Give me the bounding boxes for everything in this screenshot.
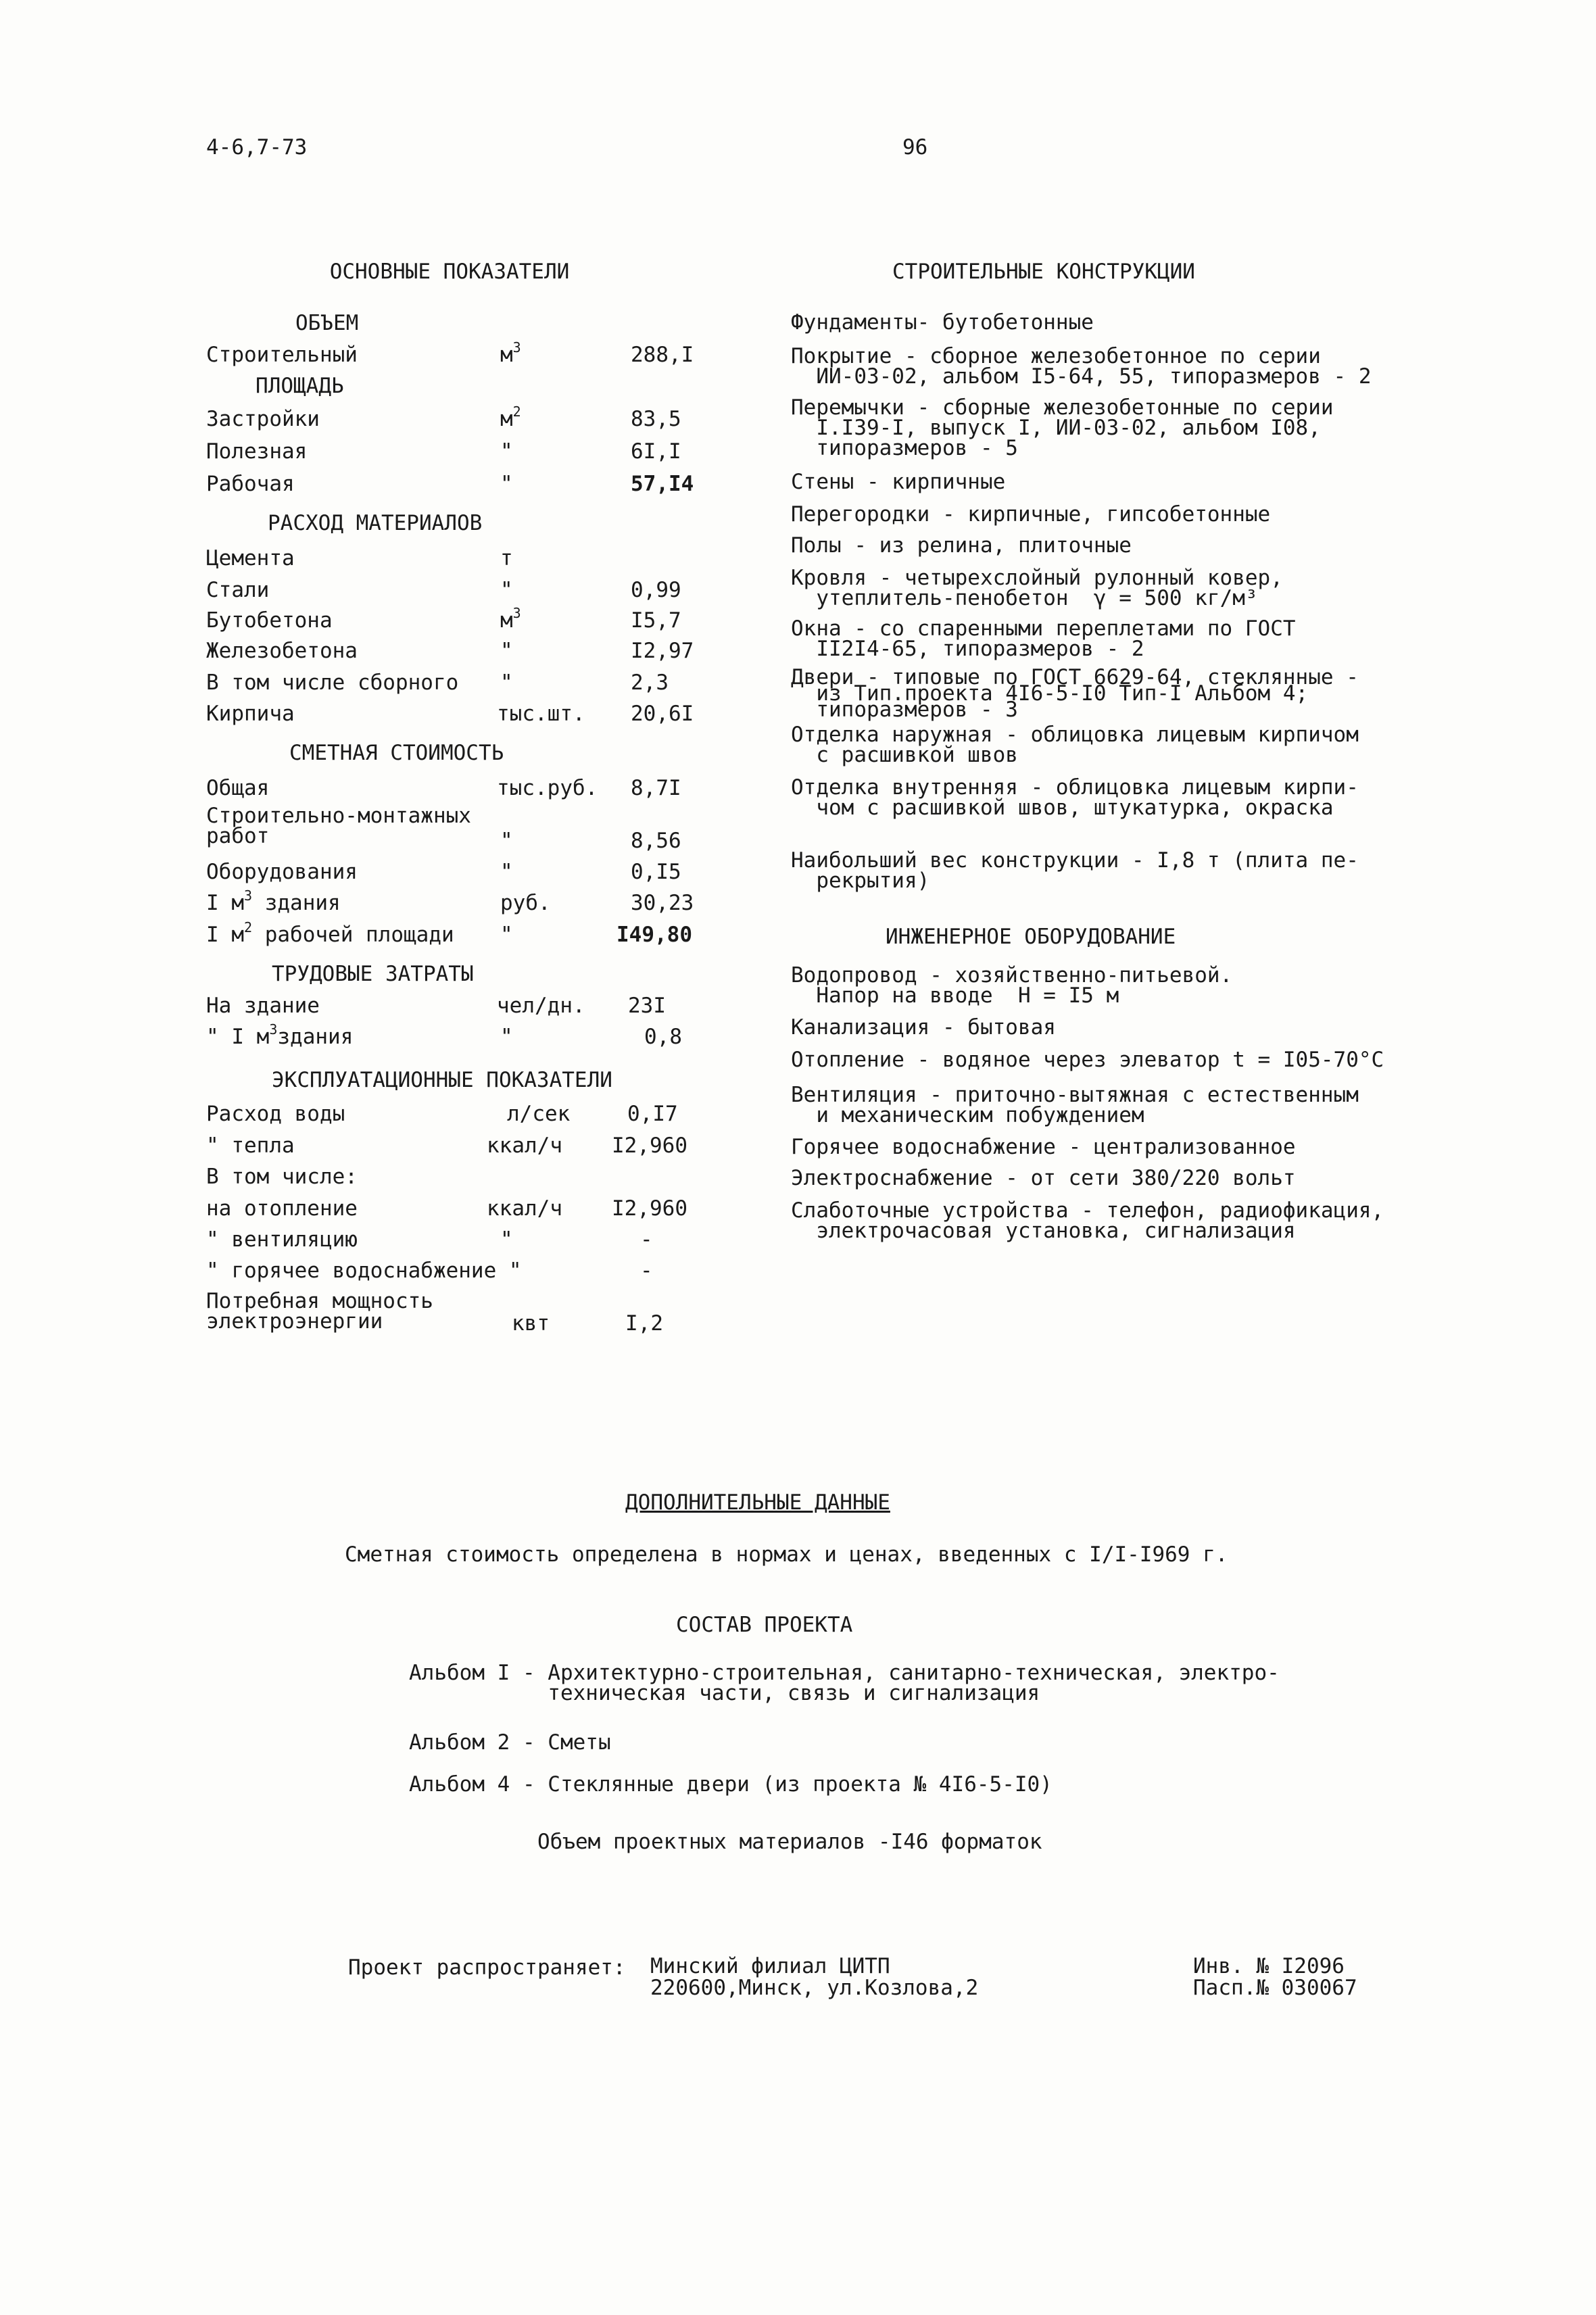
distributor-org: Минский филиал ЦИТП 220600,Минск, ул.Козлова,2 [650,1954,979,2000]
table-row: " вентиляцию " - [206,1227,653,1252]
construction-item: Перемычки - сборные железобетонные по серии I.I39-I, выпуск I, ИИ-03-02, альбом I08, типоразмеров - 5 [791,395,1334,460]
construction-item: Полы - из релина, плиточные [791,533,1132,558]
construction-item: Наибольший вес конструкции - I,8 т (плита пе- рекрытия) [791,848,1359,893]
extra-data-text: Сметная стоимость определена в нормах и ценах, введенных с I/I-I969 г. [345,1542,1228,1567]
construction-item: Отделка наружная - облицовка лицевым кирпичом с расшивкой швов [791,723,1359,767]
construction-item: Двери - типовые по ГОСТ 6629-64, стеклянные - из Тип.проекта 4I6-5-I0 Тип-I Альбом 4; типоразмеров - 3 [791,665,1359,722]
table-row: Застройки $м^2$ 83,5 [206,404,681,431]
section-volume: ОБЪЕМ [295,311,359,335]
table-row: Кирпича тыс.шт. 20,6I [206,702,694,726]
page-number: 96 [902,135,928,160]
section-labor: ТРУДОВЫЕ ЗАТРАТЫ [272,962,474,986]
table-row: Оборудования " 0,I5 [206,860,681,884]
album-2: Альбом 2 - Сметы [409,1730,611,1755]
table-row: Расход воды л/сек 0,I7 [206,1102,678,1126]
engineering-item: Слаботочные устройства - телефон, радиофикация, электрочасовая установка, сигнализация [791,1198,1384,1243]
engineering-item: Горячее водоснабжение - централизованное [791,1135,1296,1159]
section-materials: РАСХОД МАТЕРИАЛОВ [268,511,483,535]
table-row: Бутобетона $м^3$ I5,7 [206,605,681,633]
table-row: В том числе: [206,1165,358,1189]
construction-item: Отделка внутренняя - облицовка лицевым кирпи- чом с расшивкой швов, штукатурка, окраска [791,775,1359,820]
engineering-item: Вентиляция - приточно-вытяжная с естественным и механическим побуждением [791,1083,1359,1127]
table-row: " тепла ккал/ч I2,960 [206,1134,687,1158]
table-row: В том числе сборного " 2,3 [206,671,669,695]
construction-item: Стены - кирпичные [791,470,1006,494]
engineering-item: Отопление - водяное через элеватор t = I05-70°С [791,1048,1384,1072]
section-operation: ЭКСПЛУАТАЦИОННЫЕ ПОКАЗАТЕЛИ [272,1068,612,1092]
construction-item: Фундаменты- бутобетонные [791,310,1094,335]
extra-data-title: ДОПОЛНИТЕЛЬНЫЕ ДАННЫЕ [625,1490,890,1515]
distributor-label: Проект распространяет: [348,1955,626,1980]
table-row: На здание чел/дн. 23I [206,994,666,1018]
section-cost: СМЕТНАЯ СТОИМОСТЬ [289,741,504,765]
construction-item: Перегородки - кирпичные, гипсобетонные [791,502,1271,527]
table-row: Железобетона " I2,97 [206,639,694,663]
doc-code: 4-6,7-73 [206,135,308,160]
table-row: Цемента т [206,546,513,570]
album-1: Альбом I - Архитектурно-строительная, санитарно-техническая, электро- техническая части, связь и сигнализация [409,1661,1280,1705]
table-row: Стали " 0,99 [206,578,681,602]
table-row: " I $м^3здания$ " 0,8 [206,1021,682,1049]
inventory-numbers: Инв. № I2096 Пасп.№ 030067 [1193,1954,1357,2000]
table-row: Рабочая " 57,I4 [206,472,694,496]
construction-item: Покрытие - сборное железобетонное по серии ИИ-03-02, альбом I5-64, 55, типоразмеров - 2 [791,344,1372,389]
table-row: на отопление ккал/ч I2,960 [206,1196,687,1221]
table-row: Строительно-монтажных работ " 8,56 [206,804,681,853]
main-indicators-title: ОСНОВНЫЕ ПОКАЗАТЕЛИ [329,260,570,284]
table-row: " горячее водоснабжение " - [206,1259,653,1283]
table-row: I $м^3$ здания руб. 30,23 [206,887,694,915]
materials-volume: Объем проектных материалов -I46 форматок [537,1830,1042,1854]
engineering-title: ИНЖЕНЕРНОЕ ОБОРУДОВАНИЕ [886,925,1176,949]
section-area: ПЛОЩАДЬ [256,374,344,398]
construction-item: Окна - со спаренными переплетами по ГОСТ II2I4-65, типоразмеров - 2 [791,616,1296,661]
table-row: I $м^2$ рабочей площади " I49,80 [206,919,692,947]
engineering-item: Электроснабжение - от сети 380/220 вольт [791,1166,1296,1190]
engineering-item: Канализация - бытовая [791,1015,1056,1040]
construction-item: Кровля - четырехслойный рулонный ковер, утеплитель-пенобетон γ = 500 кг/м³ [791,566,1283,610]
table-row: Потребная мощность электроэнергии квт I,2 [206,1289,663,1336]
construction-title: СТРОИТЕЛЬНЫЕ КОНСТРУКЦИИ [892,260,1195,284]
table-row: Общая тыс.руб. 8,7I [206,776,681,800]
engineering-item: Водопровод - хозяйственно-питьевой. Напор на вводе Н = I5 м [791,963,1233,1008]
table-row: Строительный $м^3$ 288,I [206,339,694,367]
album-4: Альбом 4 - Стеклянные двери (из проекта № 4I6-5-I0) [409,1772,1053,1797]
table-row: Полезная " 6I,I [206,439,681,464]
composition-title: СОСТАВ ПРОЕКТА [676,1613,853,1637]
